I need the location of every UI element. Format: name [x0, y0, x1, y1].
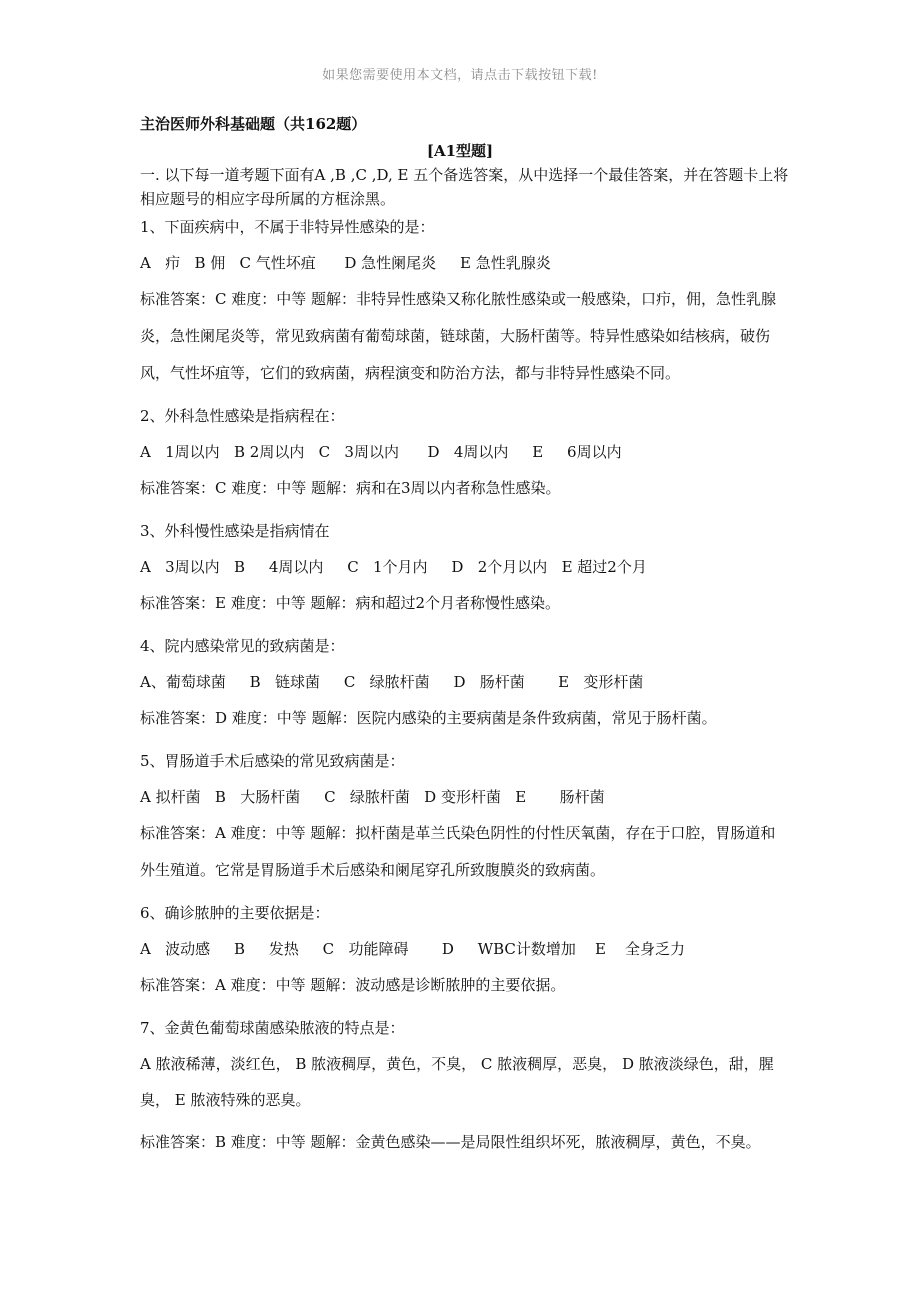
- question-6: [140, 901, 790, 1004]
- answer-explanation: 标准答案：A 难度：中等 题解：波动感是诊断脓肿的主要依据。: [140, 976, 566, 994]
- question-2: [140, 404, 790, 507]
- answer-explanation: 标准答案：C 难度：中等 题解：非特异性感染又称化脓性感染或一般感染，口疖，佣，急性乳腺炎，急性阑尾炎等，常见致病菌有葡萄球菌，链球菌，大肠杆菌等。特异性感染如结核病，破伤风，气性坏疽等，它们的致病菌，病程演变和防治方法，都与非特异性感染不同。: [140, 290, 777, 382]
- document-title: 主治医师外科基础题（共162题）: [140, 115, 367, 133]
- question-4: [140, 634, 790, 737]
- question-options: A 3周以内 B 4周以内 C 1个月内 D 2个月以内 E 超过2个月: [140, 558, 647, 576]
- question-options: A 脓液稀薄，淡红色， B 脓液稠厚，黄色，不臭， C 脓液稠厚，恶臭， D 脓液淡绿色，甜，腥臭， E 脓液特殊的恶臭。: [140, 1055, 774, 1109]
- question-options: A 疖 B 佣 C 气性坏疽 D 急性阑尾炎 E 急性乳腺炎: [140, 254, 551, 272]
- question-stem: 4、院内感染常见的致病菌是：: [140, 637, 345, 655]
- instructions-paragraph: 一. 以下每一道考题下面有A ,B ,C ,D, E 五个备选答案，从中选择一个最佳答案，并在答题卡上将相应题号的相应字母所属的方框涂黑。: [140, 166, 789, 208]
- question-options: A、葡萄球菌 B 链球菌 C 绿脓杆菌 D 肠杆菌 E 变形杆菌: [140, 673, 644, 691]
- document-body: [140, 163, 790, 1161]
- question-3: [140, 519, 790, 622]
- question-1: [140, 215, 790, 392]
- question-stem: 5、胃肠道手术后感染的常见致病菌是：: [140, 752, 405, 770]
- section-title: [A1型题]: [426, 142, 494, 160]
- question-stem: 7、金黄色葡萄球菌感染脓液的特点是：: [140, 1019, 405, 1037]
- question-options: A 拟杆菌 B 大肠杆菌 C 绿脓杆菌 D 变形杆菌 E 肠杆菌: [140, 788, 605, 806]
- download-note: 如果您需要使用本文档，请点击下载按钮下载!: [322, 68, 598, 83]
- question-options: A 波动感 B 发热 C 功能障碍 D WBC计数增加 E 全身乏力: [140, 940, 685, 958]
- question-stem: 2、外科急性感染是指病程在：: [140, 407, 345, 425]
- question-7: [140, 1016, 790, 1161]
- answer-explanation: 标准答案：E 难度：中等 题解：病和超过2个月者称慢性感染。: [140, 594, 561, 612]
- question-stem: 1、下面疾病中，不属于非特异性感染的是：: [140, 218, 435, 236]
- question-stem: 6、确诊脓肿的主要依据是：: [140, 904, 330, 922]
- question-options: A 1周以内 B 2周以内 C 3周以内 D 4周以内 E 6周以内: [140, 443, 622, 461]
- answer-explanation: 标准答案：D 难度：中等 题解：医院内感染的主要病菌是条件致病菌，常见于肠杆菌。: [140, 709, 717, 727]
- answer-explanation: 标准答案：B 难度：中等 题解：金黄色感染——是局限性组织坏死，脓液稠厚，黄色，不臭。: [140, 1133, 761, 1151]
- question-5: [140, 749, 790, 889]
- answer-explanation: 标准答案：A 难度：中等 题解：拟杆菌是革兰氏染色阴性的付性厌氧菌，存在于口腔，胃肠道和外生殖道。它常是胃肠道手术后感染和阑尾穿孔所致腹膜炎的致病菌。: [140, 824, 776, 879]
- question-stem: 3、外科慢性感染是指病情在: [140, 522, 330, 540]
- answer-explanation: 标准答案：C 难度：中等 题解：病和在3周以内者称急性感染。: [140, 479, 561, 497]
